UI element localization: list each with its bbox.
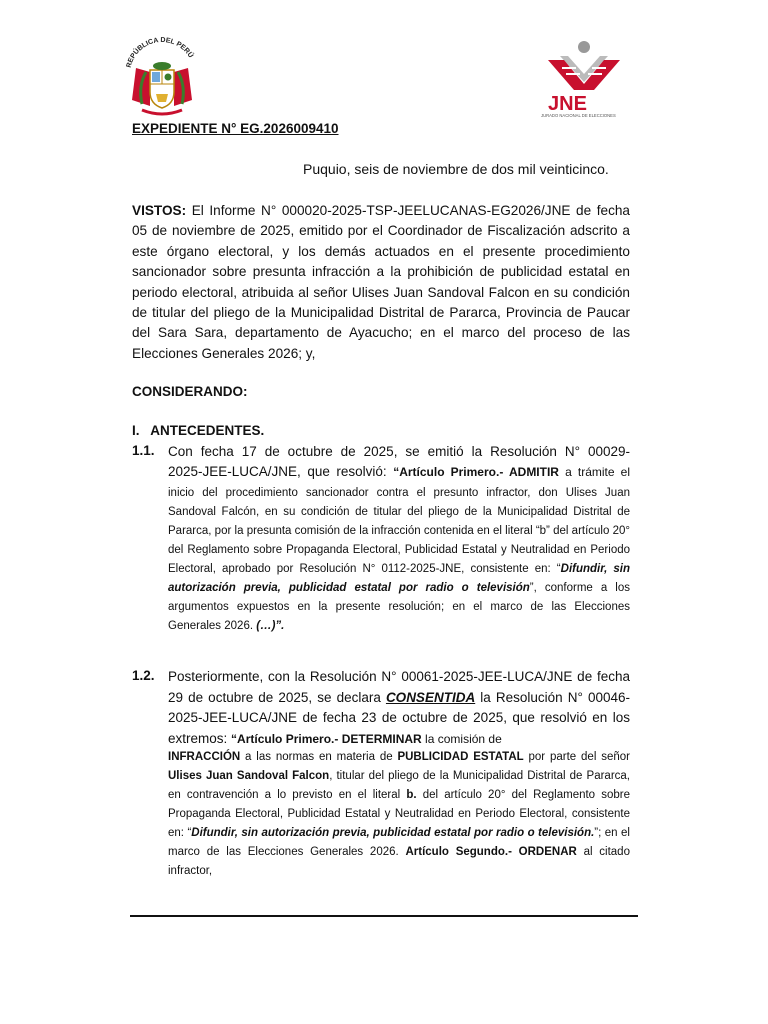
peru-coat-of-arms-logo [122,34,202,118]
item-1-1-quote-close: (…)”. [256,620,285,632]
vistos-text: El Informe N° 000020-2025-TSP-JEELUCANAS-EG2026/JNE de fecha 05 de noviembre de 2025, emitido por el Coordinador de Fiscalización adscrito a este órgano electoral, y los demás actuados en el presente procedimiento sancionador sobre presunta infracción a la prohibición de publicidad estatal en periodo electoral, atribuida al señor Ulises Juan Sandoval Falcon en su condición de titular del pliego de la Municipalidad Distrital de Pararca, Provincia de Paucar del Sara Sara, departamento de Ayacucho; en el marco del proceso de las Elecciones Generales 2026; y, [132,203,630,361]
infractor-name: Ulises Juan Sandoval Falcon [168,770,330,782]
item-number-1-1: 1.1. [132,443,155,458]
item-1-2-quote-l: ”; en el marco de las Elecciones Generales 2026. [168,827,630,858]
item-1-1-lead-line1: Con fecha 17 de octubre de 2025, se emitió la Resolución N° 00029- [168,444,630,459]
peru-seal-text: REPÚBLICA DEL PERÚ [125,36,195,69]
vistos-label: VISTOS: [132,203,187,218]
item-1-2-quote-open: “Artículo Primero.- DETERMINAR [231,731,422,746]
vistos-paragraph [132,201,630,364]
jne-logo-text: JNE [548,93,587,115]
consentida-label: CONSENTIDA [385,689,476,705]
item-1-2-quote-d: a las normas en materia de [240,751,398,763]
jne-logo-subtext: JURADO NACIONAL DE ELECCIONES [541,113,616,118]
item-1-1-quote [168,484,630,636]
item-1-2-quote-h: , titular del pliego de la Municipalidad Distrital de Pararca, en contravención a lo previsto en el literal [168,770,630,801]
item-1-2-quote-text-b: la comisión de [421,731,502,746]
considerando-heading: CONSIDERANDO: [132,384,248,399]
item-1-1-quote-text: inicio del procedimiento sancionador contra el presunto infractor, don Ulises Juan Sandoval Falcón, en su condición de titular del pliego de la Municipalidad Distrital de Pararca, por la presunta comisión de la infracción contenida en el literal “b” del artículo 20° del Reglamento sobre Propaganda Electoral, Publicidad Estatal y Neutralidad en Periodo Electoral, aprobado por Resolución N° 0112-2025-JNE, consistente en: “ [168,487,630,575]
item-1-2-quote-bold: Difundir, sin autorización previa, publicidad estatal por radio o televisión. [191,827,595,839]
item-1-2-lead [168,667,630,749]
articulo-segundo-label: Artículo Segundo.- ORDENAR [405,846,577,858]
publicidad-estatal-label: PUBLICIDAD ESTATAL [397,751,524,763]
item-1-1-quote-end: ”, conforme a los argumentos expuestos en la presente resolución; en el marco de las Elecciones Generales 2026. [168,582,630,632]
antecedentes-heading: I. ANTECEDENTES. [132,423,265,438]
item-1-1-lead-tail: a trámite el [558,465,631,479]
item-1-1-quote-bold: Difundir, sin autorización previa, publicidad estatal por radio o televisión [168,563,630,594]
item-1-1-lead-text: 2025-JEE-LUCA/JNE, que resolvió: [168,464,394,479]
item-1-1-lead-line2 [168,462,630,482]
item-1-2-text-1: Posteriormente, con la Resolución N° 00061-2025-JEE-LUCA/JNE de fecha 29 de octubre de 2025, se declara [168,669,630,705]
literal-b-label: b. [406,789,417,801]
expediente-number: EXPEDIENTE N° EG.2026009410 [132,121,339,136]
item-1-2-quote-n: al citado infractor, [168,846,630,877]
infraccion-label: INFRACCIÓN [168,751,241,763]
date-line: Puquio, seis de noviembre de dos mil veinticinco. [303,161,609,177]
item-1-2-quote [168,748,630,881]
jne-logo [540,38,628,118]
item-number-1-2: 1.2. [132,668,155,683]
footer-divider [130,915,638,917]
item-1-2-quote-j: del artículo 20° del Reglamento sobre Propaganda Electoral, Publicidad Estatal y Neutralidad en Periodo Electoral, consistente en: “ [168,789,630,839]
item-1-1-quote-open: “Artículo Primero.- ADMITIR [393,465,559,479]
item-1-2-quote-f: por parte del señor [523,751,630,763]
item-1-2-text-2: la Resolución N° 00046-2025-JEE-LUCA/JNE de fecha 23 de octubre de 2025, que resolvió en los extremos: [168,689,630,746]
